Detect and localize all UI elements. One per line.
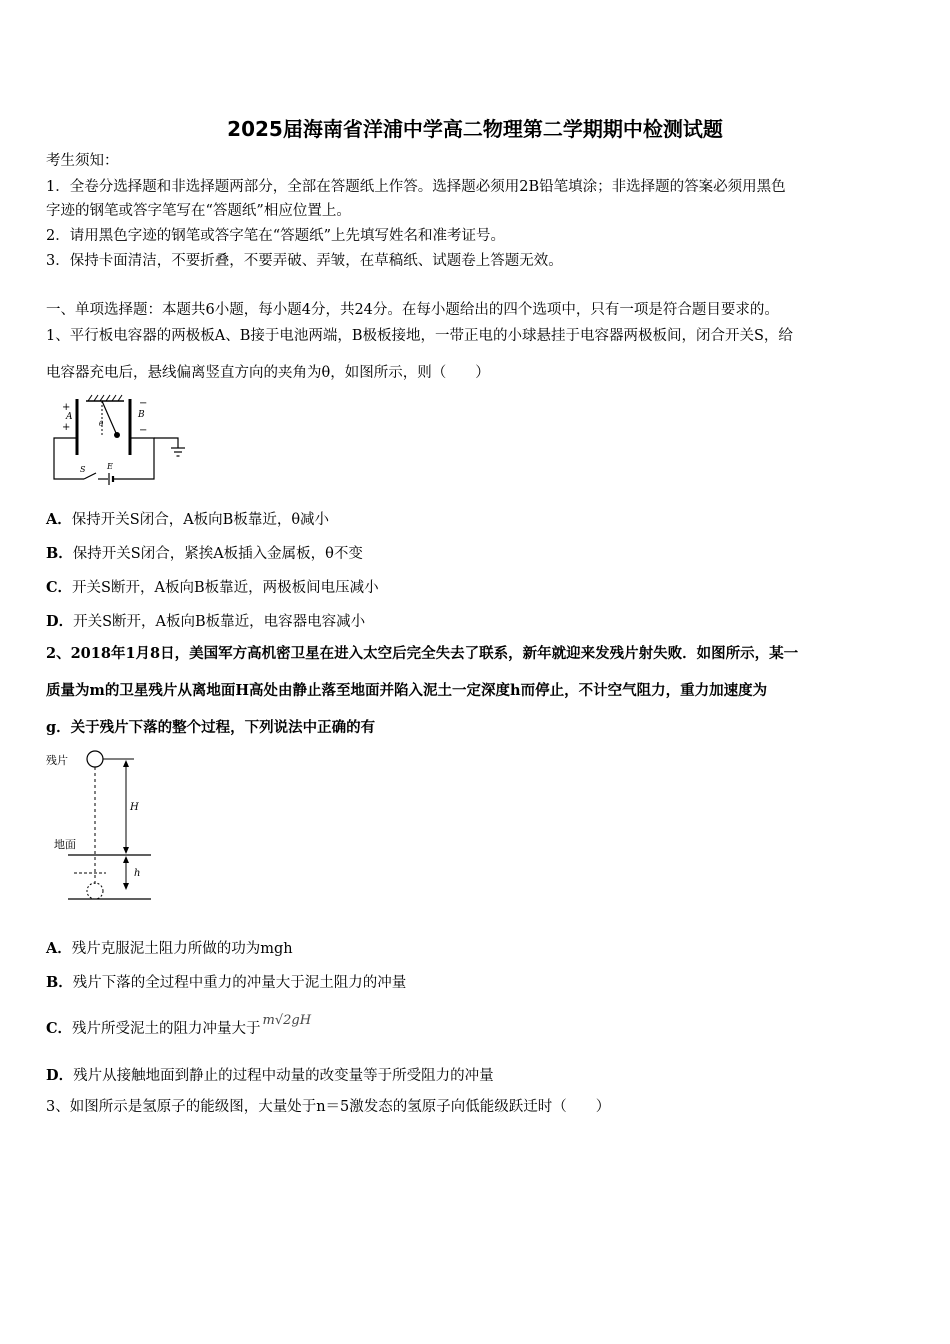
option-label: A． xyxy=(46,511,72,528)
q2-option-c xyxy=(46,1013,312,1038)
section-heading: 一、单项选择题：本题共6小题，每小题4分，共24分。在每小题给出的四个选项中，只有一项是符合题目要求的。 xyxy=(46,302,779,318)
capacitor-figure xyxy=(46,393,191,485)
plate-b-label: B xyxy=(138,410,145,420)
fragment-circle-top xyxy=(87,751,103,767)
option-text: 残片下落的全过程中重力的冲量大于泥土阻力的冲量 xyxy=(72,975,407,991)
option-text: 残片所受泥土的阻力冲量大于 xyxy=(72,1021,261,1037)
formula-m-sqrt-2gh: m√2gH xyxy=(262,1013,312,1028)
plus-sign-top: + xyxy=(62,402,71,413)
notice-heading: 考生须知： xyxy=(46,153,119,169)
fragment-circle-bottom xyxy=(87,883,103,899)
switch-label: S xyxy=(80,465,86,474)
notice-line: 3．保持卡面清洁，不要折叠，不要弄破、弄皱，在草稿纸、试题卷上答题无效。 xyxy=(46,253,563,269)
option-label: C． xyxy=(46,579,73,596)
option-text: 残片从接触地面到静止的过程中动量的改变量等于所受阻力的冲量 xyxy=(73,1068,494,1084)
option-label: B． xyxy=(46,974,73,991)
q2-stem: 质量为m的卫星残片从离地面H高处由静止落至地面并陷入泥土一定深度h而停止，不计空气阻力，重力加速度为 xyxy=(46,682,768,699)
ground-label: 地面 xyxy=(54,838,76,851)
minus-sign-bottom: − xyxy=(139,425,148,436)
q2-stem: g．关于残片下落的整个过程，下列说法中正确的有 xyxy=(46,719,376,736)
charged-ball xyxy=(114,432,120,438)
option-text: 保持开关S闭合，A板向B板靠近，θ减小 xyxy=(71,512,330,528)
depth-label: h xyxy=(134,868,141,879)
angle-label: θ xyxy=(99,420,104,428)
option-label: D． xyxy=(46,1067,74,1084)
q1-option-b xyxy=(46,542,363,563)
option-label: B． xyxy=(46,545,73,562)
option-text: 开关S断开，A板向B板靠近，电容器电容减小 xyxy=(73,614,366,630)
notice-line: 1．全卷分选择题和非选择题两部分，全部在答题纸上作答。选择题必须用2B铅笔填涂；非选择题的答案必须用黑色 xyxy=(46,179,786,195)
q1-stem: 电容器充电后，悬线偏离竖直方向的夹角为θ，如图所示，则（ ） xyxy=(46,365,490,381)
q1-option-c xyxy=(46,576,379,597)
fragment-label: 残片 xyxy=(46,754,68,767)
falling-fragment-figure xyxy=(46,747,156,907)
battery-label: E xyxy=(107,462,113,471)
option-label: D． xyxy=(46,613,74,630)
notice-line: 2．请用黑色字迹的钢笔或答字笔在“答题纸”上先填写姓名和准考证号。 xyxy=(46,228,506,244)
option-label: A． xyxy=(46,940,72,957)
q2-stem: 2、2018年1月8日，美国军方高机密卫星在进入太空后完全失去了联系，新年就迎来发残片射失败．如图所示，某一 xyxy=(46,645,799,662)
q2-option-b xyxy=(46,971,406,992)
notice-line: 字迹的钢笔或答字笔写在“答题纸”相应位置上。 xyxy=(46,203,351,219)
q1-stem: 1、平行板电容器的两极板A、B接于电池两端，B极板接地，一带正电的小球悬挂于电容器两极板间，闭合开关S，给 xyxy=(46,328,793,344)
minus-sign-top: − xyxy=(139,398,148,409)
q2-option-a xyxy=(46,937,293,958)
q3-stem: 3、如图所示是氢原子的能级图，大量处于n＝5激发态的氢原子向低能级跃迁时（ ） xyxy=(46,1099,611,1115)
q1-option-a xyxy=(46,508,329,529)
option-label: C． xyxy=(46,1020,73,1037)
plus-sign-bottom: + xyxy=(62,422,71,433)
page-title: 2025届海南省洋浦中学高二物理第二学期期中检测试题 xyxy=(227,117,723,141)
height-label: H xyxy=(130,802,139,813)
option-text: 保持开关S闭合，紧挨A板插入金属板，θ不变 xyxy=(72,546,363,562)
q2-option-d xyxy=(46,1064,494,1085)
q1-option-d xyxy=(46,610,365,631)
option-text: 残片克服泥土阻力所做的功为mgh xyxy=(71,941,293,957)
plate-a-label: A xyxy=(66,412,73,422)
option-text: 开关S断开，A板向B板靠近，两极板间电压减小 xyxy=(72,580,379,596)
